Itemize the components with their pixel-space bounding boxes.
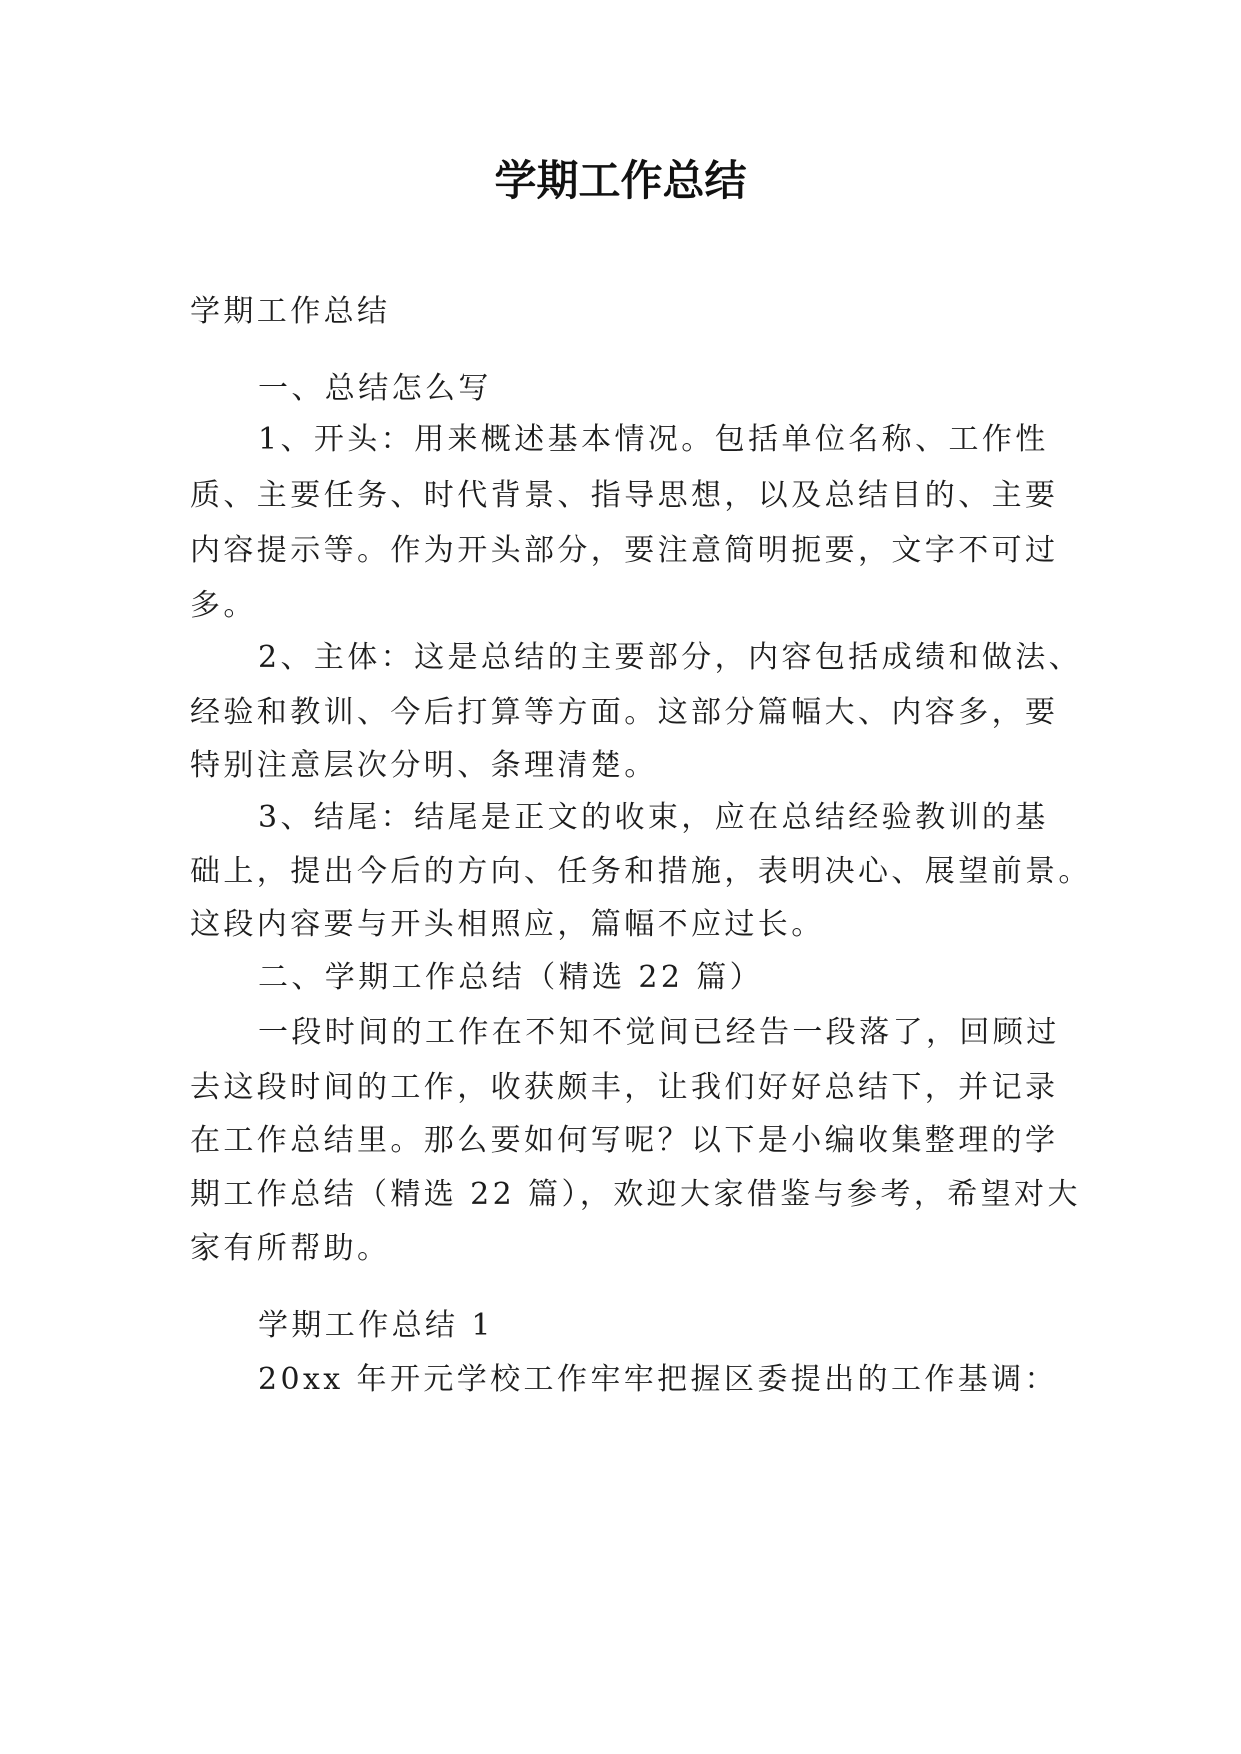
intro-paragraph-line: 去这段时间的工作，收获颇丰，让我们好好总结下，并记录 (190, 1070, 1059, 1105)
section-heading-summaries: 二、学期工作总结（精选 22 篇） (258, 960, 764, 995)
paragraph-ending-line: 础上，提出今后的方向、任务和措施，表明决心、展望前景。 (190, 854, 1092, 889)
paragraph-opening-line: 内容提示等。作为开头部分，要注意简明扼要，文字不可过 (190, 533, 1059, 568)
document-subtitle: 学期工作总结 (190, 294, 391, 329)
paragraph-body-line: 特别注意层次分明、条理清楚。 (190, 748, 658, 783)
paragraph-opening-line: 1、开头：用来概述基本情况。包括单位名称、工作性 (258, 422, 1049, 457)
article-heading-1: 学期工作总结 1 (258, 1308, 494, 1343)
article-paragraph-line: 20xx 年开元学校工作牢牢把握区委提出的工作基调： (258, 1362, 1058, 1397)
document-title: 学期工作总结 (494, 156, 747, 205)
paragraph-body-line: 经验和教训、今后打算等方面。这部分篇幅大、内容多，要 (190, 695, 1059, 730)
paragraph-opening-line: 多。 (190, 588, 257, 623)
intro-paragraph-line: 在工作总结里。那么要如何写呢？以下是小编收集整理的学 (190, 1123, 1059, 1158)
section-heading-how-to-write: 一、总结怎么写 (258, 371, 492, 406)
intro-paragraph-line: 家有所帮助。 (190, 1231, 391, 1266)
intro-paragraph-line: 一段时间的工作在不知不觉间已经告一段落了，回顾过 (258, 1015, 1060, 1050)
paragraph-opening-line: 质、主要任务、时代背景、指导思想，以及总结目的、主要 (190, 478, 1059, 513)
paragraph-ending-line: 这段内容要与开头相照应，篇幅不应过长。 (190, 907, 825, 942)
paragraph-body-line: 2、主体：这是总结的主要部分，内容包括成绩和做法、 (258, 640, 1083, 675)
intro-paragraph-line: 期工作总结（精选 22 篇），欢迎大家借鉴与参考，希望对大 (190, 1177, 1081, 1212)
paragraph-ending-line: 3、结尾：结尾是正文的收束，应在总结经验教训的基 (258, 800, 1049, 835)
